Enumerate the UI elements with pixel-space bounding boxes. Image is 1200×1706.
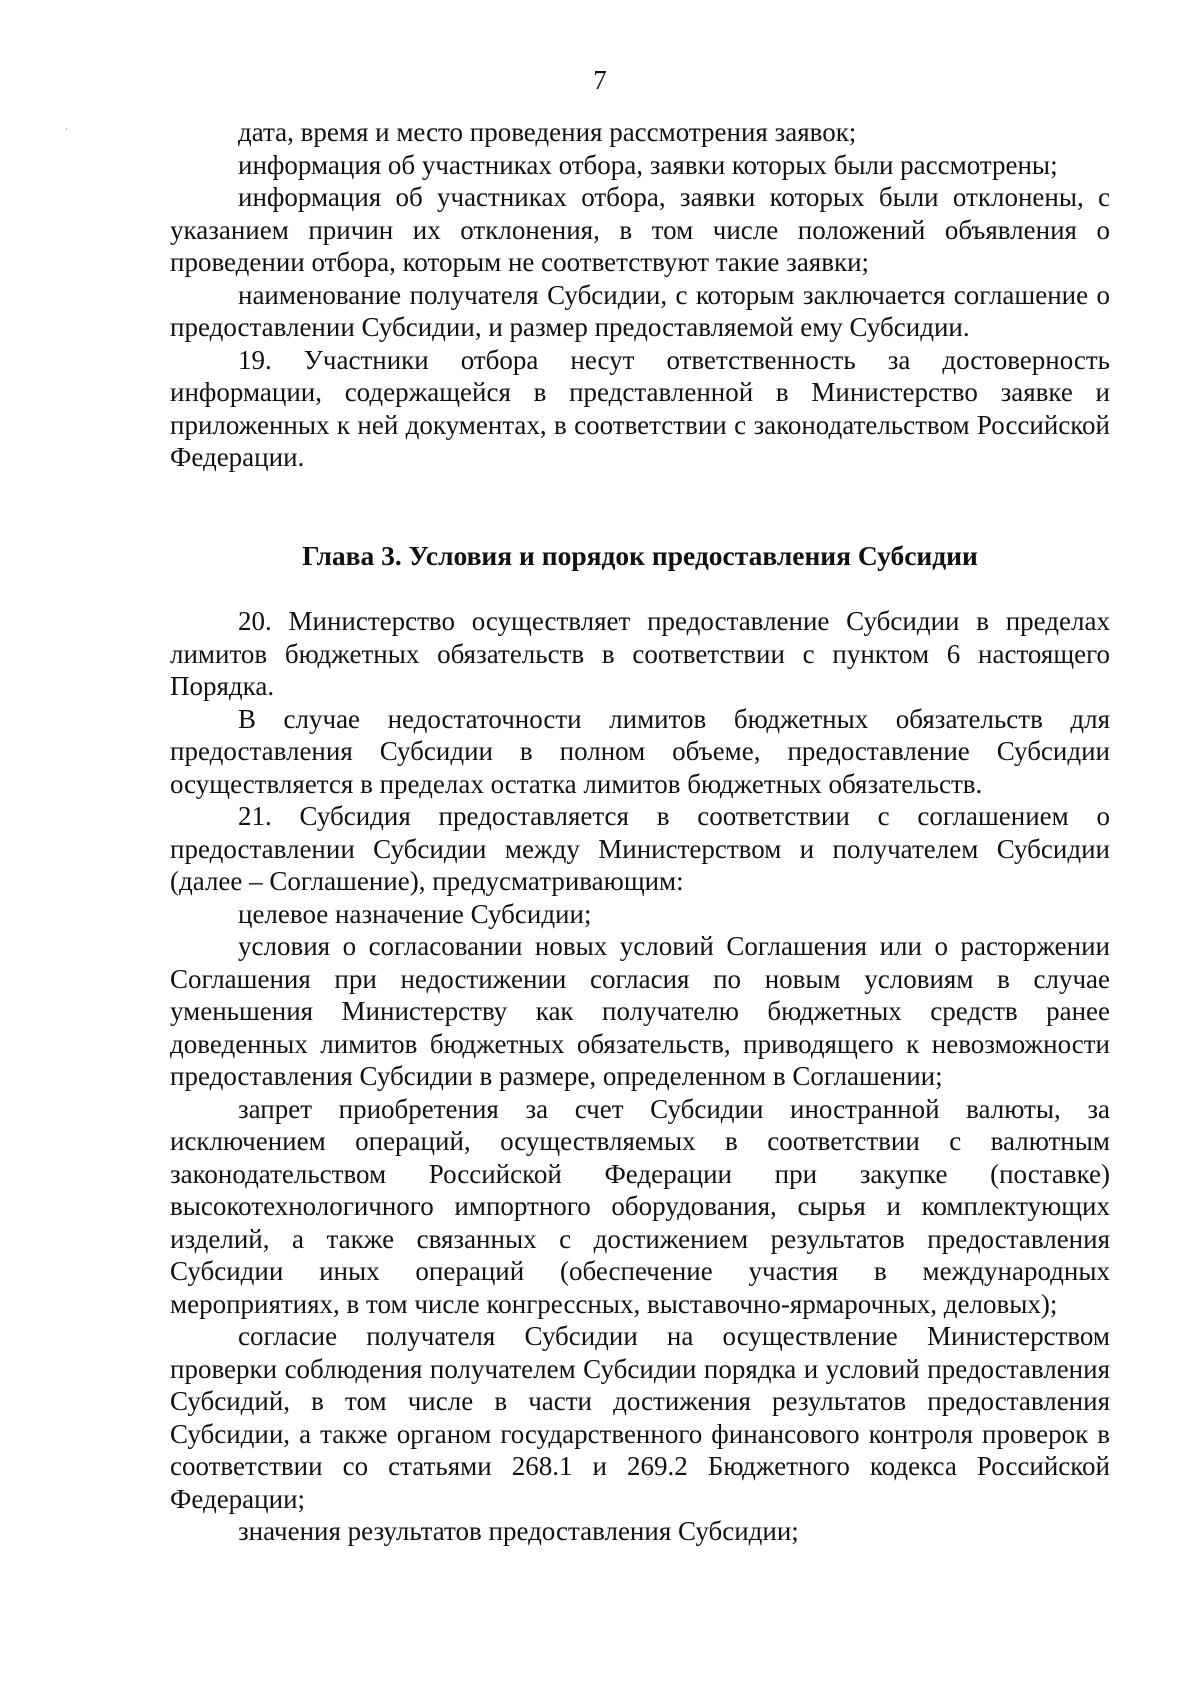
paragraph-reviewed-participants: информация об участниках отбора, заявки которых были рассмотрены; — [238, 149, 1058, 180]
paragraph-rejected-participants: информация об участниках отбора, заявки которых были отклонены, с указанием причин их отклонения, в том числе положений объявления о проведении отбора, которым не соответствуют такие заявки; — [170, 182, 1110, 277]
paragraph-currency-ban: запрет приобретения за счет Субсидии иностранной валюты, за исключением операций, осуществляемых в соответствии с валютным законодательством Российской Федерации при закупке (поставке) высокотехнологичного импортного оборудования, сырья и комплектующих изделий, а также связанных с достижением результатов предоставления Субсидии иных операций (обеспечение участия в международных мероприятиях, в том числе конгрессных, выставочно-ярмарочных, деловых); — [170, 1093, 1110, 1319]
chapter-text-block — [170, 605, 1110, 1548]
scan-speck — [66, 128, 67, 129]
paragraph-recipient-name: наименование получателя Субсидии, с которым заключается соглашение о предоставлении Субсидии, и размер предоставляемой ему Субсидии. — [170, 279, 1110, 342]
paragraph-result-values: значения результатов предоставления Субсидии; — [238, 1516, 799, 1546]
paragraph-review-date: дата, время и место проведения рассмотрения заявок; — [238, 117, 857, 147]
paragraph-consent-checks: согласие получателя Субсидии на осуществление Министерством проверки соблюдения получателем Субсидии порядка и условий предоставления Субсидий, в том числе в части достижения результатов предоставления Субсидии, а также органом государственного финансового контроля проверок в соответствии со статьями 268.1 и 269.2 Бюджетного кодекса Российской Федерации; — [170, 1321, 1110, 1514]
paragraph-item-19: 19. Участники отбора несут ответственность за достоверность информации, содержащейся в представленной в Министерство заявке и приложенных к ней документах, в соответствии с законодательством Российской Федерации. — [170, 344, 1110, 472]
top-text-block — [170, 116, 1110, 474]
paragraph-insufficient-limits: В случае недостаточности лимитов бюджетных обязательств для предоставления Субсидии в полном объеме, предоставление Субсидии осуществляется в пределах остатка лимитов бюджетных обязательств. — [170, 703, 1110, 799]
paragraph-item-20: 20. Министерство осуществляет предоставление Субсидии в пределах лимитов бюджетных обязательств в соответствии с пунктом 6 настоящего Порядка. — [170, 606, 1110, 701]
page-number: 7 — [593, 65, 607, 95]
paragraph-item-21: 21. Субсидия предоставляется в соответствии с соглашением о предоставлении Субсидии между Министерством и получателем Субсидии (далее – Соглашение), предусматривающим: — [170, 801, 1110, 896]
paragraph-agreement-conditions: условия о согласовании новых условий Соглашения или о расторжении Соглашения при недостижении согласия по новым условиям в случае уменьшения Министерству как получателю бюджетных средств ранее доведенных лимитов бюджетных обязательств, приводящего к невозможности предоставления Субсидии в размере, определенном в Соглашении; — [170, 931, 1110, 1091]
chapter-heading: Глава 3. Условия и порядок предоставления Субсидии — [302, 540, 978, 571]
paragraph-purpose: целевое назначение Субсидии; — [238, 898, 592, 929]
